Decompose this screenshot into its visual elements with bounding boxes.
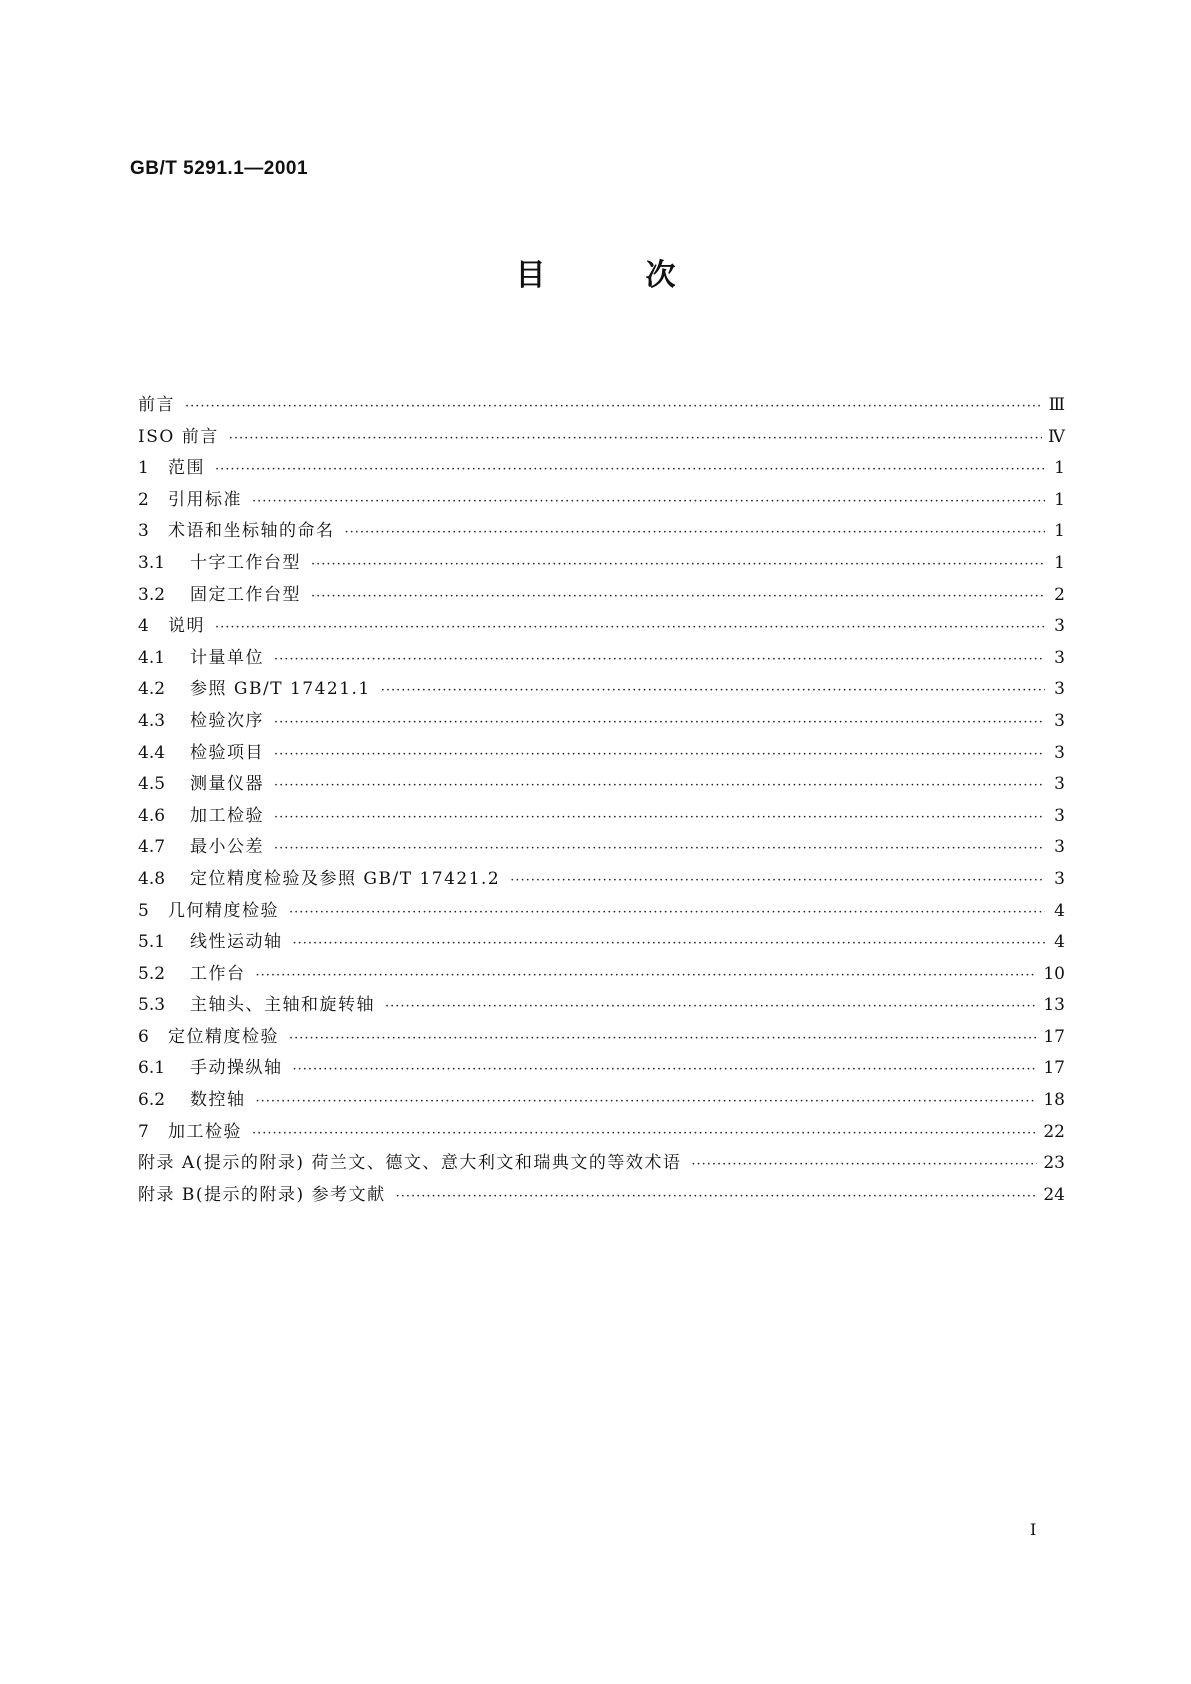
toc-entry-page: 4 <box>1054 932 1065 953</box>
toc-entry-number: 3.2 <box>138 584 166 605</box>
toc-entry-label: 范围 <box>168 458 205 479</box>
toc-entry-page: 4 <box>1054 900 1065 921</box>
toc-entry[interactable] <box>138 769 1065 801</box>
toc-leader-dots <box>293 936 1046 951</box>
toc-leader-dots <box>215 620 1045 635</box>
toc-entry-page: 3 <box>1054 774 1065 795</box>
toc-entry[interactable] <box>138 390 1065 422</box>
toc-entry-number: 4.6 <box>138 805 166 826</box>
toc-leader-dots <box>510 873 1045 888</box>
toc-entry-page: 17 <box>1043 1026 1065 1047</box>
toc-leader-dots <box>274 747 1045 762</box>
toc-entry[interactable] <box>138 801 1065 833</box>
toc-entry-number: 4.1 <box>138 647 166 668</box>
toc-entry-page: 1 <box>1054 489 1065 510</box>
toc-entry-number: 5.1 <box>138 932 166 953</box>
toc-entry-page: 22 <box>1043 1121 1065 1142</box>
toc-entry-label: 定位精度检验 <box>168 1026 279 1047</box>
toc-leader-dots <box>385 999 1037 1014</box>
toc-entry-number: 4.5 <box>138 774 166 795</box>
toc-entry[interactable] <box>138 738 1065 770</box>
toc-entry-label: 定位精度检验及参照 GB/T 17421.2 <box>190 868 501 889</box>
toc-entry-label: 数控轴 <box>190 1090 246 1111</box>
toc-leader-dots <box>274 652 1045 667</box>
toc-entry[interactable] <box>138 1180 1065 1212</box>
toc-entry-number: 6 <box>138 1026 149 1047</box>
toc-leader-dots <box>274 810 1045 825</box>
toc-entry-page: 24 <box>1043 1184 1065 1205</box>
toc-entry-page: 1 <box>1054 458 1065 479</box>
toc-entry-page: 3 <box>1054 647 1065 668</box>
toc-entry-page: 17 <box>1043 1058 1065 1079</box>
toc-entry-label: 附录 A(提示的附录) 荷兰文、德文、意大利文和瑞典文的等效术语 <box>138 1153 682 1174</box>
toc-entry-label: 几何精度检验 <box>168 900 279 921</box>
toc-leader-dots <box>274 715 1045 730</box>
toc-entry[interactable] <box>138 959 1065 991</box>
toc-entry-label: 手动操纵轴 <box>190 1058 283 1079</box>
toc-entry-number: 1 <box>138 458 149 479</box>
toc-entry-label: 测量仪器 <box>190 774 264 795</box>
table-of-contents <box>138 390 1065 1211</box>
toc-entry-label: 加工检验 <box>168 1121 242 1142</box>
toc-leader-dots <box>274 778 1045 793</box>
toc-entry-page: Ⅳ <box>1048 426 1065 447</box>
toc-entry-label: 前言 <box>138 395 175 415</box>
toc-entry-label: 线性运动轴 <box>190 932 283 953</box>
toc-entry-page: 3 <box>1054 679 1065 700</box>
toc-entry-label: 最小公差 <box>190 837 264 858</box>
toc-entry-label: 术语和坐标轴的命名 <box>168 521 335 542</box>
toc-entry[interactable] <box>138 1085 1065 1117</box>
toc-entry-number: 4.8 <box>138 868 166 889</box>
toc-entry-number: 5.2 <box>138 963 166 984</box>
toc-entry-page: 13 <box>1043 995 1065 1016</box>
toc-entry-number: 3.1 <box>138 552 166 573</box>
toc-leader-dots <box>311 589 1045 604</box>
toc-entry-label: 主轴头、主轴和旋转轴 <box>190 995 375 1016</box>
toc-entry-label: 附录 B(提示的附录) 参考文献 <box>138 1184 386 1205</box>
toc-entry-label: 说明 <box>168 616 205 637</box>
toc-entry-page: 3 <box>1054 742 1065 763</box>
toc-entry[interactable] <box>138 453 1065 485</box>
page-number: I <box>1030 1520 1037 1539</box>
toc-entry-number: 5.3 <box>138 995 166 1016</box>
toc-entry-number: 4.7 <box>138 837 166 858</box>
toc-entry-number: 4.3 <box>138 710 166 731</box>
toc-leader-dots <box>256 1094 1038 1109</box>
toc-leader-dots <box>185 399 1043 414</box>
toc-entry-number: 7 <box>138 1121 149 1142</box>
toc-leader-dots <box>311 557 1045 572</box>
toc-entry[interactable] <box>138 927 1065 959</box>
toc-entry[interactable] <box>138 1022 1065 1054</box>
toc-leader-dots <box>289 1031 1037 1046</box>
toc-entry[interactable] <box>138 611 1065 643</box>
toc-entry-number: 2 <box>138 489 149 510</box>
toc-entry-page: 1 <box>1054 552 1065 573</box>
toc-entry-label: 参照 GB/T 17421.1 <box>190 679 371 700</box>
toc-leader-dots <box>345 525 1046 540</box>
toc-entry-page: 2 <box>1054 584 1065 605</box>
toc-entry[interactable] <box>138 896 1065 928</box>
toc-entry[interactable] <box>138 1053 1065 1085</box>
toc-leader-dots <box>381 683 1045 698</box>
toc-leader-dots <box>691 1157 1037 1172</box>
toc-entry-number: 4.4 <box>138 742 166 763</box>
toc-leader-dots <box>293 1062 1038 1077</box>
toc-entry[interactable] <box>138 832 1065 864</box>
toc-entry-number: 4 <box>138 616 149 637</box>
toc-entry-page: 3 <box>1054 710 1065 731</box>
toc-leader-dots <box>274 841 1045 856</box>
page-title: 目次 <box>515 258 776 293</box>
toc-entry[interactable] <box>138 1117 1065 1149</box>
toc-leader-dots <box>256 968 1038 983</box>
toc-entry[interactable] <box>138 990 1065 1022</box>
toc-entry-label: 检验项目 <box>190 742 264 763</box>
toc-entry-label: 引用标准 <box>168 489 242 510</box>
toc-leader-dots <box>252 1126 1037 1141</box>
toc-entry[interactable] <box>138 548 1065 580</box>
toc-leader-dots <box>215 462 1045 477</box>
toc-entry[interactable] <box>138 1148 1065 1180</box>
toc-entry-label: 计量单位 <box>190 647 264 668</box>
toc-entry-number: 6.1 <box>138 1058 166 1079</box>
toc-entry-number: 4.2 <box>138 679 166 700</box>
toc-entry-page: 3 <box>1054 616 1065 637</box>
toc-entry[interactable] <box>138 706 1065 738</box>
toc-entry[interactable] <box>138 580 1065 612</box>
toc-entry-page: 18 <box>1043 1090 1065 1111</box>
toc-entry-number: 6.2 <box>138 1090 166 1111</box>
toc-entry-page: 10 <box>1043 963 1065 984</box>
toc-entry-label: 固定工作台型 <box>190 584 301 605</box>
toc-entry-label: 十字工作台型 <box>190 552 301 573</box>
toc-entry-number: 5 <box>138 900 149 921</box>
toc-entry[interactable] <box>138 485 1065 517</box>
standard-code: GB/T 5291.1—2001 <box>130 158 309 179</box>
toc-entry-label: 加工检验 <box>190 805 264 826</box>
toc-entry-number: 3 <box>138 521 149 542</box>
toc-entry-page: 3 <box>1054 837 1065 858</box>
toc-entry[interactable] <box>138 422 1065 454</box>
toc-entry-label: 工作台 <box>190 963 246 984</box>
toc-leader-dots <box>229 431 1042 446</box>
toc-entry[interactable] <box>138 643 1065 675</box>
toc-entry[interactable] <box>138 516 1065 548</box>
toc-leader-dots <box>289 905 1045 920</box>
toc-leader-dots <box>252 494 1045 509</box>
toc-entry-label: 检验次序 <box>190 710 264 731</box>
toc-entry[interactable] <box>138 864 1065 896</box>
toc-entry-page: 23 <box>1043 1153 1065 1174</box>
toc-entry-page: 1 <box>1054 521 1065 542</box>
toc-entry-page: Ⅲ <box>1048 395 1065 415</box>
toc-entry-page: 3 <box>1054 868 1065 889</box>
toc-entry-label: ISO 前言 <box>138 426 219 447</box>
toc-entry[interactable] <box>138 674 1065 706</box>
toc-leader-dots <box>396 1189 1038 1204</box>
toc-entry-page: 3 <box>1054 805 1065 826</box>
